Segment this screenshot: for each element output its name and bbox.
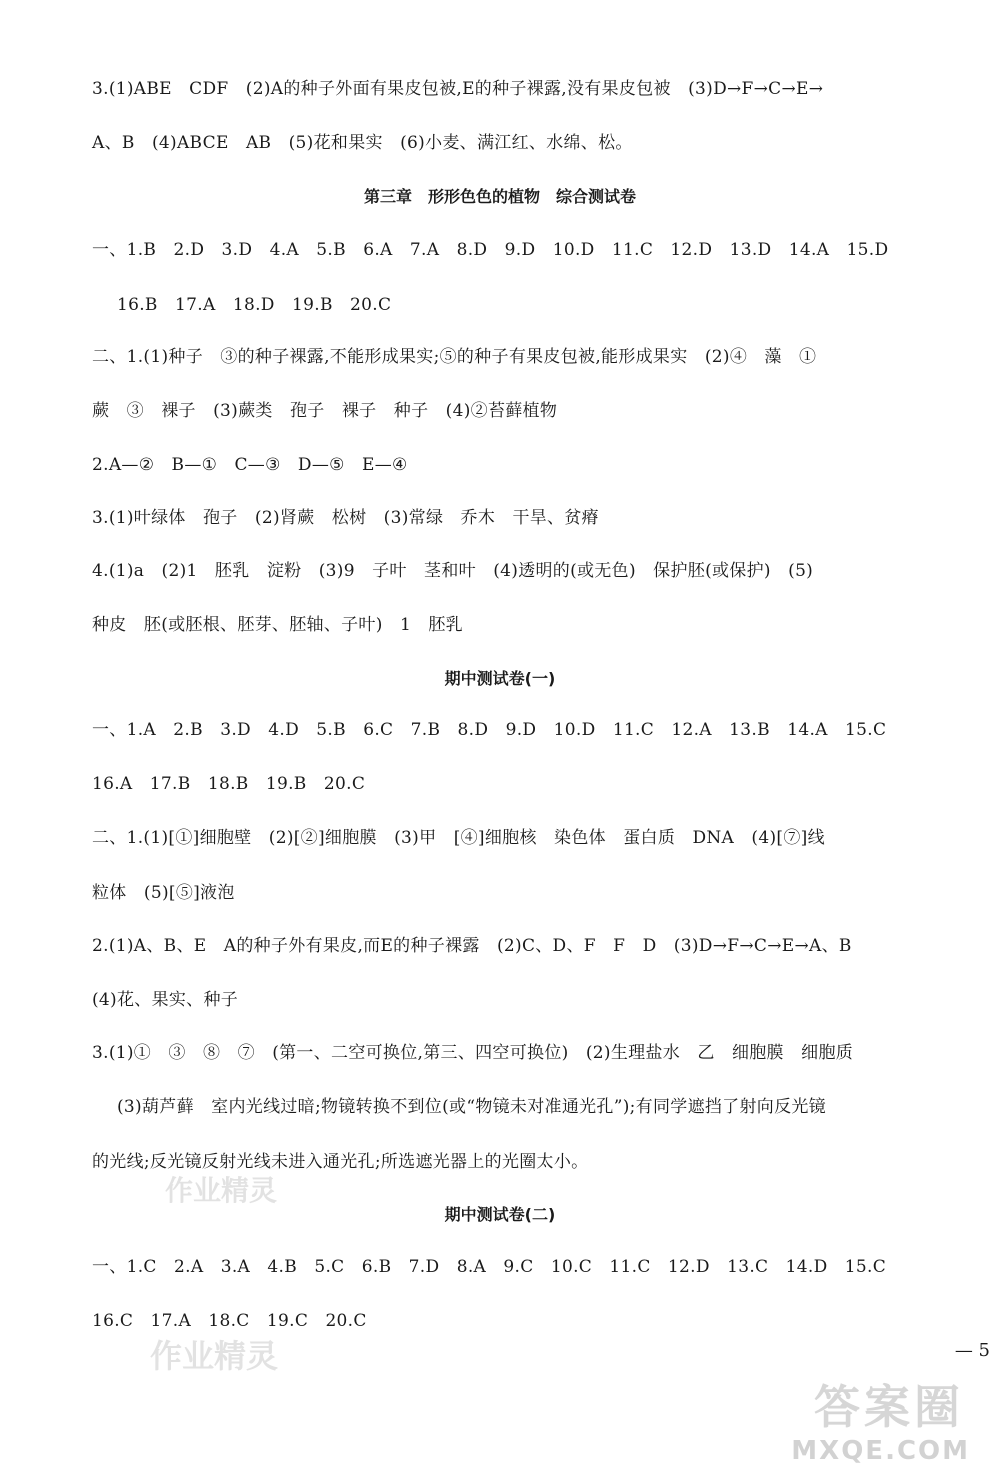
answer-line: 二、1.(1)[①]细胞壁 (2)[②]细胞膜 (3)甲 [④]细胞核 染色体 蛋白质 DNA (4)[⑦]线 bbox=[92, 828, 825, 848]
page-number: — 5 bbox=[954, 1340, 990, 1361]
answer-line: 16.B 17.A 18.D 19.B 20.C bbox=[117, 295, 392, 315]
section-heading: 第三章 形形色色的植物 综合测试卷 bbox=[363, 187, 636, 206]
answer-line: 16.C 17.A 18.C 19.C 20.C bbox=[92, 1311, 367, 1331]
answer-line: 2.A—② B—① C—③ D—⑤ E—④ bbox=[92, 455, 408, 475]
answer-line: 二、1.(1)种子 ③的种子裸露,不能形成果实;⑤的种子有果皮包被,能形成果实 (2)④ 藻 ① bbox=[92, 347, 817, 367]
answer-line: 种皮 胚(或胚根、胚芽、胚轴、子叶) 1 胚乳 bbox=[92, 615, 463, 635]
site-logo-watermark: 答案圈 bbox=[814, 1380, 964, 1434]
answer-line: 一、1.B 2.D 3.D 4.A 5.B 6.A 7.A 8.D 9.D 10.D 11.C 12.D 13.D 14.A 15.D bbox=[92, 240, 889, 260]
answer-line: A、B (4)ABCE AB (5)花和果实 (6)小麦、满江红、水绵、松。 bbox=[92, 133, 633, 153]
answer-line: (3)葫芦藓 室内光线过暗;物镜转换不到位(或“物镜未对准通光孔”);有同学遮挡了射向反光镜 bbox=[117, 1097, 826, 1117]
answer-line: 粒体 (5)[⑤]液泡 bbox=[92, 883, 235, 903]
answer-line: 3.(1)① ③ ⑧ ⑦ (第一、二空可换位,第三、四空可换位) (2)生理盐水 乙 细胞膜 细胞质 bbox=[92, 1043, 854, 1063]
answer-line: 3.(1)ABE CDF (2)A的种子外面有果皮包被,E的种子裸露,没有果皮包被 (3)D→F→C→E→ bbox=[92, 79, 824, 99]
answer-line: 16.A 17.B 18.B 19.B 20.C bbox=[92, 774, 366, 794]
answer-line: 一、1.C 2.A 3.A 4.B 5.C 6.B 7.D 8.A 9.C 10.C 11.C 12.D 13.C 14.D 15.C bbox=[92, 1257, 887, 1277]
site-url-watermark: MXQE.COM bbox=[791, 1436, 970, 1466]
section-heading: 期中测试卷(一) bbox=[444, 669, 556, 688]
answer-line: 一、1.A 2.B 3.D 4.D 5.B 6.C 7.B 8.D 9.D 10.D 11.C 12.A 13.B 14.A 15.C bbox=[92, 720, 887, 740]
answer-line: 的光线;反光镜反射光线未进入通光孔;所选遮光器上的光圈太小。 bbox=[92, 1152, 589, 1172]
answer-line: 4.(1)a (2)1 胚乳 淀粉 (3)9 子叶 茎和叶 (4)透明的(或无色) 保护胚(或保护) (5) bbox=[92, 561, 814, 581]
answer-line: 2.(1)A、B、E A的种子外有果皮,而E的种子裸露 (2)C、D、F F D (3)D→F→C→E→A、B bbox=[92, 936, 852, 956]
answer-line: 3.(1)叶绿体 孢子 (2)肾蕨 松树 (3)常绿 乔木 干旱、贫瘠 bbox=[92, 508, 599, 528]
faint-watermark: 作业精灵 bbox=[165, 1174, 278, 1207]
answer-line: (4)花、果实、种子 bbox=[92, 990, 239, 1010]
faint-watermark: 作业精灵 bbox=[150, 1337, 279, 1375]
answer-line: 蕨 ③ 裸子 (3)蕨类 孢子 裸子 种子 (4)②苔藓植物 bbox=[92, 401, 558, 421]
section-heading: 期中测试卷(二) bbox=[444, 1205, 556, 1224]
